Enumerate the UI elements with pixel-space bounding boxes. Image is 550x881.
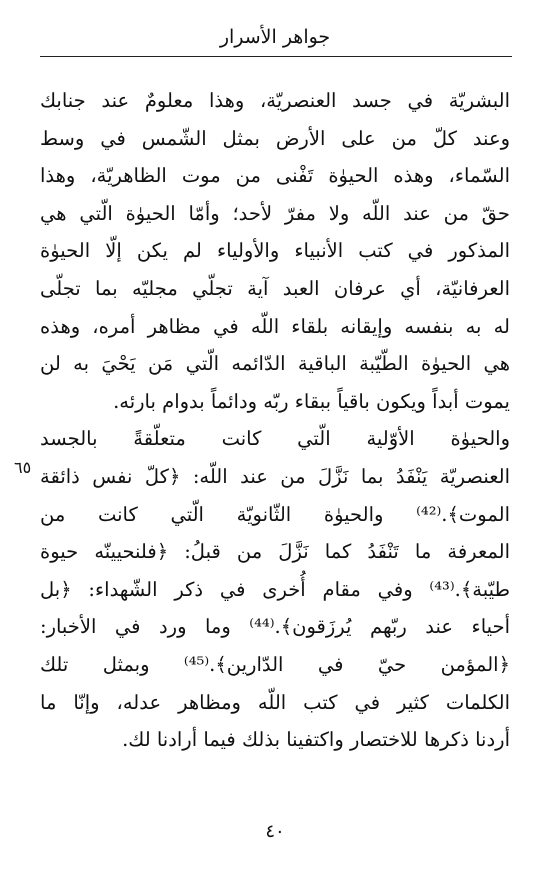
text-line: الموت﴾.⁽⁴²⁾ والحيوٰة الثّانويّة الّتي كانت من xyxy=(40,502,510,526)
running-header: جواهر الأسرار xyxy=(219,26,331,48)
text-line: العنصريّة يَنْفَدُ بما نَزَّلَ من عند اللّه: ﴿كلّ نفس ذائقة xyxy=(40,464,510,488)
text-line: له به بنفسه وإيقانه بلقاء اللّه في مظاهر أمره، وهذه xyxy=(40,314,510,338)
text-line: المعرفة ما تَنْفَدُ كما نَزَّلَ من قبلُ: ﴿فلنحيينّه حيوة xyxy=(40,540,510,564)
text-line: المذكور في كتب الأنبياء والأولياء لم يكن إلّا الحيوٰة xyxy=(40,239,510,263)
text-line: أحياء عند ربّهم يُرزَقون﴾.⁽⁴⁴⁾ وما ورد في الأخبار: xyxy=(40,615,510,639)
text-line: أردنا ذكرها للاختصار واكتفينا بذلك فيما أرادنا لك. xyxy=(122,728,510,752)
page-number: ٤٠ xyxy=(265,821,285,842)
text-line: وعند كلّ من على الأرض بمثل الشّمس في وسط xyxy=(40,126,510,150)
text-line: ﴿المؤمن حيّ في الدّارين﴾.⁽⁴⁵⁾ وبمثل تلك xyxy=(40,652,510,676)
text-line: هي الحيوٰة الطّيّبة الباقية الدّائمه الّتي مَن يَحْيَ به لن xyxy=(40,352,510,376)
text-line: حقّ من عند اللّه ولا مفرّ لأحد؛ وأمّا الحيوٰة الّتي هي xyxy=(40,201,510,225)
text-line: طيّبة﴾.⁽⁴³⁾ وفي مقام أُخرى في ذكر الشّهداء: ﴿بل xyxy=(40,577,510,601)
text-line: يموت أبداً ويكون باقياً ببقاء ربّه ودائماً بدوام بارئه. xyxy=(113,389,510,413)
text-line: الكلمات كثير في كتب اللّه ومظاهر عدله، وإنّا ما xyxy=(40,690,510,714)
header-divider xyxy=(40,56,512,57)
text-line: والحيوٰة الأوّلية الّتي كانت متعلّقةً بالجسد xyxy=(40,427,510,451)
body-text xyxy=(40,82,510,759)
margin-verse-number: ٦٥ xyxy=(14,458,32,477)
text-line: السّماء، وهذه الحيوٰة تَفْنى من موت الظاهريّة، وهذا xyxy=(40,164,510,188)
text-line: العرفانيّة، أي عرفان العبد آية تجلّي مجليّه بما تجلّى xyxy=(40,276,510,300)
text-line: البشريّة في جسد العنصريّة، وهذا معلومٌ عند جنابك xyxy=(40,89,510,112)
